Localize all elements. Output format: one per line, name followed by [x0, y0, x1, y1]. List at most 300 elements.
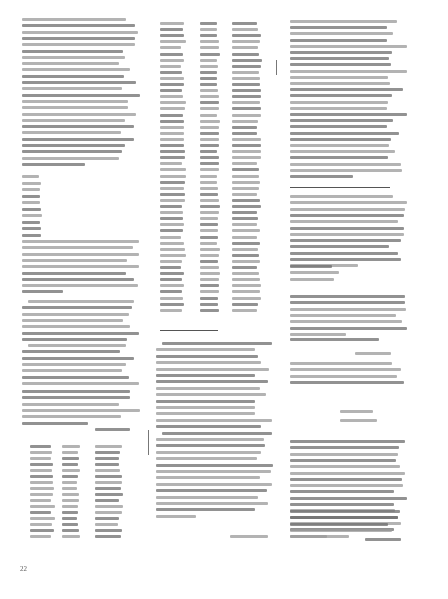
illegible-text-line [232, 162, 257, 165]
column-divider [148, 430, 149, 455]
illegible-text-line [160, 59, 184, 62]
illegible-text-line [232, 266, 257, 269]
illegible-text-line [22, 246, 133, 249]
illegible-text-line [156, 348, 255, 351]
section-rule [290, 187, 390, 188]
illegible-text-line [160, 83, 184, 86]
illegible-text-line [62, 499, 79, 502]
illegible-text-line [22, 332, 139, 335]
illegible-text-line [95, 428, 130, 431]
illegible-text-line [290, 484, 403, 487]
illegible-text-line [290, 63, 391, 66]
illegible-text-line [160, 89, 182, 92]
illegible-text-line [160, 34, 184, 37]
illegible-text-line [160, 46, 181, 49]
illegible-text-line [156, 457, 257, 460]
illegible-text-line [290, 478, 402, 481]
illegible-text-line [95, 499, 119, 502]
illegible-text-line [160, 132, 184, 135]
illegible-text-line [290, 132, 399, 135]
illegible-text-line [22, 409, 140, 412]
illegible-text-line [290, 265, 332, 268]
illegible-text-line [156, 374, 255, 377]
illegible-text-line [156, 419, 272, 422]
illegible-text-line [22, 363, 126, 366]
illegible-text-line [200, 83, 217, 86]
illegible-text-line [232, 95, 261, 98]
illegible-text-line [160, 126, 184, 129]
illegible-text-line [62, 457, 79, 460]
illegible-text-line [290, 440, 405, 443]
illegible-text-line [22, 94, 140, 97]
illegible-text-line [22, 376, 129, 379]
illegible-text-line [200, 168, 219, 171]
illegible-text-line [62, 445, 80, 448]
illegible-text-line [160, 242, 184, 245]
illegible-text-line [22, 68, 130, 71]
illegible-text-line [160, 22, 184, 25]
illegible-text-line [200, 217, 218, 220]
illegible-text-line [62, 481, 77, 484]
illegible-text-line [200, 290, 219, 293]
illegible-text-line [200, 284, 219, 287]
illegible-text-line [156, 464, 273, 467]
illegible-text-line [160, 53, 183, 56]
illegible-text-line [200, 107, 219, 110]
illegible-text-line [290, 333, 346, 336]
illegible-text-line [290, 125, 387, 128]
illegible-text-line [290, 295, 405, 298]
illegible-text-line [232, 77, 260, 80]
illegible-text-line [200, 272, 220, 275]
illegible-text-line [22, 150, 122, 153]
illegible-text-line [290, 220, 398, 223]
illegible-text-line [232, 187, 259, 190]
illegible-text-line [200, 89, 218, 92]
illegible-text-line [290, 144, 389, 147]
illegible-text-line [160, 223, 184, 226]
illegible-text-line [62, 475, 78, 478]
illegible-text-line [290, 169, 402, 172]
illegible-text-line [232, 22, 257, 25]
illegible-text-line [95, 487, 121, 490]
illegible-text-line [22, 357, 134, 360]
column-divider [276, 60, 277, 75]
illegible-text-line [290, 258, 401, 261]
illegible-text-line [200, 53, 220, 56]
illegible-text-line [232, 284, 261, 287]
page-number: 22 [20, 565, 27, 573]
illegible-text-line [232, 217, 258, 220]
illegible-text-line [290, 271, 339, 274]
illegible-text-line [22, 144, 125, 147]
illegible-text-line [22, 272, 126, 275]
illegible-text-line [156, 444, 265, 447]
illegible-text-line [200, 101, 219, 104]
illegible-text-line [200, 77, 217, 80]
illegible-text-line [232, 297, 261, 300]
illegible-text-line [156, 380, 268, 383]
illegible-text-line [290, 314, 396, 317]
illegible-text-line [22, 119, 125, 122]
illegible-text-line [200, 120, 220, 123]
illegible-text-line [160, 278, 182, 281]
illegible-text-line [156, 361, 261, 364]
illegible-text-line [290, 32, 393, 35]
illegible-text-line [95, 505, 123, 508]
illegible-text-line [160, 266, 181, 269]
illegible-text-line [156, 470, 271, 473]
illegible-text-line [200, 28, 217, 31]
illegible-text-line [22, 240, 139, 243]
illegible-text-line [156, 387, 260, 390]
illegible-text-line [232, 199, 260, 202]
illegible-text-line [232, 156, 261, 159]
illegible-text-line [22, 319, 123, 322]
illegible-text-line [290, 76, 388, 79]
illegible-text-line [22, 37, 135, 40]
illegible-text-line [22, 422, 88, 425]
illegible-text-line [62, 511, 78, 514]
illegible-text-line [232, 254, 259, 257]
illegible-text-line [290, 375, 397, 378]
illegible-text-line [200, 162, 219, 165]
illegible-text-line [30, 505, 55, 508]
illegible-text-line [160, 144, 184, 147]
illegible-text-line [200, 132, 219, 135]
illegible-text-line [156, 412, 255, 415]
illegible-text-line [290, 472, 405, 475]
illegible-text-line [232, 150, 261, 153]
illegible-text-line [156, 406, 255, 409]
illegible-text-line [232, 89, 261, 92]
illegible-text-line [160, 260, 182, 263]
illegible-text-line [160, 309, 182, 312]
illegible-text-line [200, 126, 219, 129]
illegible-text-line [30, 529, 54, 532]
illegible-text-line [22, 138, 134, 141]
illegible-text-line [232, 229, 260, 232]
illegible-text-line [200, 65, 218, 68]
illegible-text-line [290, 503, 394, 506]
illegible-text-line [290, 88, 403, 91]
illegible-text-line [62, 493, 79, 496]
illegible-text-line [162, 342, 272, 345]
illegible-text-line [22, 201, 40, 204]
illegible-text-line [30, 463, 53, 466]
illegible-text-line [22, 125, 134, 128]
illegible-text-line [22, 163, 85, 166]
illegible-text-line [232, 34, 261, 37]
illegible-text-line [22, 62, 119, 65]
illegible-text-line [22, 24, 135, 27]
illegible-text-line [160, 101, 186, 104]
illegible-text-line [160, 297, 183, 300]
illegible-text-line [22, 253, 139, 256]
illegible-text-line [160, 138, 184, 141]
illegible-text-line [232, 309, 257, 312]
illegible-text-line [200, 34, 217, 37]
illegible-text-line [62, 487, 77, 490]
illegible-text-line [160, 77, 184, 80]
illegible-text-line [160, 254, 186, 257]
illegible-text-line [200, 150, 217, 153]
illegible-text-line [30, 469, 52, 472]
illegible-text-line [160, 65, 181, 68]
illegible-text-line [62, 451, 78, 454]
illegible-text-line [232, 46, 258, 49]
illegible-text-line [200, 309, 219, 312]
illegible-text-line [232, 211, 257, 214]
illegible-text-line [95, 529, 122, 532]
illegible-text-line [160, 272, 184, 275]
illegible-text-line [160, 236, 181, 239]
illegible-text-line [290, 278, 334, 281]
illegible-text-line [290, 327, 407, 330]
illegible-text-line [290, 245, 389, 248]
illegible-text-line [290, 516, 398, 519]
illegible-text-line [232, 138, 261, 141]
illegible-text-line [160, 156, 185, 159]
illegible-text-line [200, 223, 218, 226]
illegible-text-line [200, 95, 219, 98]
illegible-text-line [62, 505, 78, 508]
illegible-text-line [232, 59, 262, 62]
illegible-text-line [22, 234, 41, 237]
illegible-text-line [365, 538, 401, 541]
illegible-text-line [232, 248, 258, 251]
illegible-text-line [22, 369, 122, 372]
illegible-text-line [22, 350, 120, 353]
illegible-text-line [160, 162, 182, 165]
illegible-text-line [95, 535, 121, 538]
illegible-text-line [232, 223, 257, 226]
illegible-text-line [160, 71, 182, 74]
illegible-text-line [95, 511, 122, 514]
illegible-text-line [200, 156, 219, 159]
illegible-text-line [22, 188, 40, 191]
illegible-text-line [290, 156, 388, 159]
illegible-text-line [200, 236, 218, 239]
illegible-text-line [162, 432, 272, 435]
illegible-text-line [200, 260, 218, 263]
illegible-text-line [290, 214, 404, 217]
illegible-text-line [290, 459, 396, 462]
illegible-text-line [22, 113, 136, 116]
illegible-text-line [290, 446, 399, 449]
section-rule [160, 330, 218, 331]
illegible-text-line [30, 499, 51, 502]
illegible-text-line [156, 489, 267, 492]
illegible-text-line [232, 181, 260, 184]
illegible-text-line [30, 511, 51, 514]
illegible-text-line [290, 320, 402, 323]
illegible-text-line [340, 419, 377, 422]
illegible-text-line [22, 227, 41, 230]
illegible-text-line [95, 481, 122, 484]
illegible-text-line [160, 181, 185, 184]
illegible-text-line [95, 475, 122, 478]
illegible-text-line [200, 278, 219, 281]
illegible-text-line [22, 284, 138, 287]
illegible-text-line [160, 248, 185, 251]
illegible-text-line [22, 338, 127, 341]
illegible-text-line [290, 163, 401, 166]
illegible-text-line [200, 248, 220, 251]
illegible-text-line [160, 199, 185, 202]
illegible-text-line [22, 81, 136, 84]
illegible-text-line [232, 107, 261, 110]
illegible-text-line [95, 517, 119, 520]
illegible-text-line [160, 187, 184, 190]
illegible-text-line [30, 457, 51, 460]
illegible-text-line [30, 451, 52, 454]
illegible-text-line [290, 227, 404, 230]
illegible-text-line [95, 469, 120, 472]
illegible-text-line [160, 193, 185, 196]
illegible-text-line [290, 94, 392, 97]
illegible-text-line [156, 502, 268, 505]
illegible-text-line [200, 303, 218, 306]
illegible-text-line [22, 195, 40, 198]
illegible-text-line [290, 150, 395, 153]
illegible-text-line [160, 205, 182, 208]
illegible-text-line [290, 308, 406, 311]
illegible-text-line [200, 144, 219, 147]
illegible-text-line [232, 101, 260, 104]
illegible-text-line [28, 300, 134, 303]
illegible-text-line [156, 515, 196, 518]
illegible-text-line [290, 368, 401, 371]
illegible-text-line [160, 217, 183, 220]
illegible-text-line [230, 535, 268, 538]
illegible-text-line [156, 393, 266, 396]
illegible-text-line [22, 403, 119, 406]
illegible-text-line [22, 100, 128, 103]
illegible-text-line [156, 483, 272, 486]
illegible-text-line [290, 497, 407, 500]
illegible-text-line [232, 114, 261, 117]
illegible-text-line [95, 523, 118, 526]
illegible-text-line [160, 107, 185, 110]
illegible-text-line [340, 410, 373, 413]
illegible-text-line [290, 195, 393, 198]
illegible-text-line [232, 303, 258, 306]
illegible-text-line [200, 175, 217, 178]
illegible-text-line [22, 325, 130, 328]
illegible-text-line [22, 221, 40, 224]
illegible-text-line [232, 83, 260, 86]
illegible-text-line [290, 301, 405, 304]
illegible-text-line [156, 451, 261, 454]
illegible-text-line [232, 205, 261, 208]
illegible-text-line [22, 313, 129, 316]
illegible-text-line [160, 175, 186, 178]
illegible-text-line [22, 106, 128, 109]
illegible-text-line [30, 481, 53, 484]
illegible-text-line [290, 535, 327, 538]
illegible-text-line [160, 28, 183, 31]
illegible-text-line [30, 493, 53, 496]
illegible-text-line [232, 28, 258, 31]
illegible-text-line [22, 415, 121, 418]
illegible-text-line [200, 181, 217, 184]
illegible-text-line [200, 187, 218, 190]
illegible-text-line [160, 120, 184, 123]
illegible-text-line [200, 205, 220, 208]
illegible-text-line [200, 71, 217, 74]
illegible-text-line [200, 22, 217, 25]
illegible-text-line [290, 338, 379, 341]
illegible-text-line [290, 239, 401, 242]
illegible-text-line [232, 272, 259, 275]
illegible-text-line [232, 278, 260, 281]
illegible-text-line [290, 465, 400, 468]
illegible-text-line [290, 453, 398, 456]
illegible-text-line [200, 40, 219, 43]
illegible-text-line [200, 199, 219, 202]
illegible-text-line [28, 344, 126, 347]
illegible-text-line [22, 265, 139, 268]
illegible-text-line [290, 20, 397, 23]
illegible-text-line [200, 242, 217, 245]
illegible-text-line [30, 523, 52, 526]
illegible-text-line [22, 75, 124, 78]
illegible-text-line [232, 126, 257, 129]
illegible-text-line [160, 150, 185, 153]
illegible-text-line [22, 56, 125, 59]
illegible-text-line [22, 131, 121, 134]
illegible-text-line [22, 390, 130, 393]
illegible-text-line [355, 352, 391, 355]
illegible-text-line [160, 290, 182, 293]
illegible-text-line [160, 211, 183, 214]
illegible-text-line [22, 31, 138, 34]
illegible-text-line [290, 201, 407, 204]
illegible-text-line [290, 113, 407, 116]
illegible-text-line [232, 65, 261, 68]
illegible-text-line [232, 144, 261, 147]
illegible-text-line [95, 493, 123, 496]
illegible-text-line [22, 214, 42, 217]
illegible-text-line [290, 529, 392, 532]
illegible-text-line [200, 266, 219, 269]
illegible-text-line [22, 396, 130, 399]
illegible-text-line [22, 157, 119, 160]
illegible-text-line [156, 508, 255, 511]
illegible-text-line [22, 43, 135, 46]
illegible-text-line [290, 490, 394, 493]
illegible-text-line [160, 40, 186, 43]
illegible-text-line [62, 529, 79, 532]
illegible-text-line [290, 362, 392, 365]
illegible-text-line [232, 193, 257, 196]
illegible-text-line [290, 252, 398, 255]
illegible-text-line [290, 101, 388, 104]
illegible-text-line [22, 278, 134, 281]
illegible-text-line [290, 57, 389, 60]
illegible-text-line [22, 175, 39, 178]
illegible-text-line [200, 59, 217, 62]
illegible-text-line [200, 297, 218, 300]
illegible-text-line [156, 438, 264, 441]
illegible-text-line [160, 168, 186, 171]
illegible-text-line [62, 469, 80, 472]
illegible-text-line [30, 535, 51, 538]
illegible-text-line [232, 53, 259, 56]
illegible-text-line [62, 517, 77, 520]
illegible-text-line [290, 523, 388, 526]
